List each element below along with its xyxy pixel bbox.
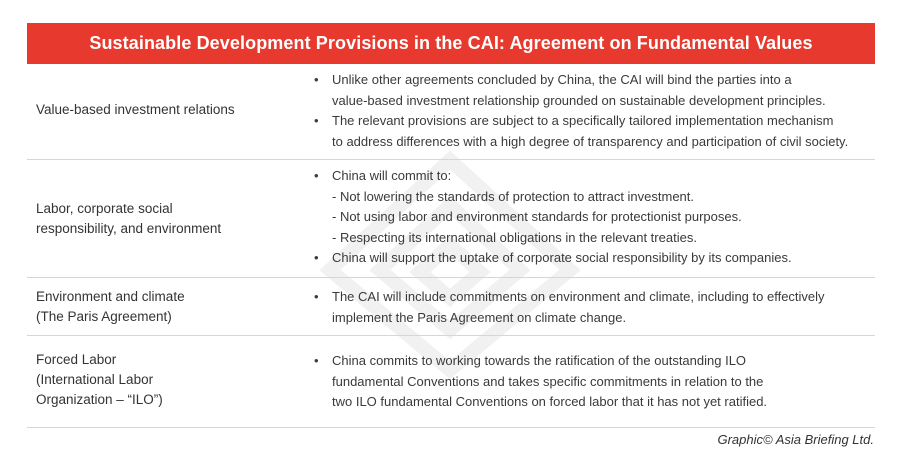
list-item: • The relevant provisions are subject to a specifically tailored implementation mechanism (310, 111, 870, 132)
table-row (27, 64, 875, 160)
bullet-icon: • (314, 72, 319, 87)
row-content (310, 70, 870, 152)
table-row (27, 277, 875, 336)
list-subitem: - Not using labor and environment standards for protectionist purposes. (332, 209, 742, 224)
row-label: Forced Labor (International Labor Organization – “ILO”) (36, 352, 163, 407)
graphic-credit: Graphic© Asia Briefing Ltd. (717, 432, 874, 447)
list-item: • China will support the uptake of corporate social responsibility by its companies. (310, 248, 870, 269)
list-item: • China commits to working towards the ratification of the outstanding ILO (310, 351, 870, 372)
list-item-continuation: to address differences with a high degree of transparency and participation of civil society. (332, 133, 849, 149)
list-item-continuation: value-based investment relationship grounded on sustainable development principles. (332, 92, 826, 108)
list-subitem: - Not lowering the standards of protection to attract investment. (332, 188, 695, 204)
row-content (310, 351, 870, 413)
row-label: Environment and climate (The Paris Agreement) (36, 289, 185, 324)
list-subitem: - Respecting its international obligations in the relevant treaties. (332, 229, 697, 245)
bullet-icon: • (314, 250, 319, 265)
bullet-icon: • (314, 113, 319, 128)
list-item: • Unlike other agreements concluded by China, the CAI will bind the parties into a (310, 70, 870, 91)
list-item: • The CAI will include commitments on environment and climate, including to effectively (310, 287, 870, 308)
bullet-icon: • (314, 168, 319, 183)
list-item-continuation: two ILO fundamental Conventions on forced labor that it has not yet ratified. (332, 394, 768, 409)
table-row (27, 159, 875, 278)
row-label: Value-based investment relations (36, 102, 235, 117)
table-row (27, 335, 875, 428)
row-label: Labor, corporate social responsibility, and environment (36, 201, 222, 236)
row-content (310, 166, 870, 269)
bullet-icon: • (314, 353, 319, 368)
list-item-continuation: fundamental Conventions and takes specific commitments in relation to the (332, 373, 764, 389)
bullet-icon: • (314, 289, 319, 304)
list-item-continuation: implement the Paris Agreement on climate change. (332, 309, 627, 325)
row-content (310, 287, 870, 328)
list-item: • China will commit to: (310, 166, 870, 187)
table-title: Sustainable Development Provisions in the CAI: Agreement on Fundamental Values (27, 23, 875, 64)
